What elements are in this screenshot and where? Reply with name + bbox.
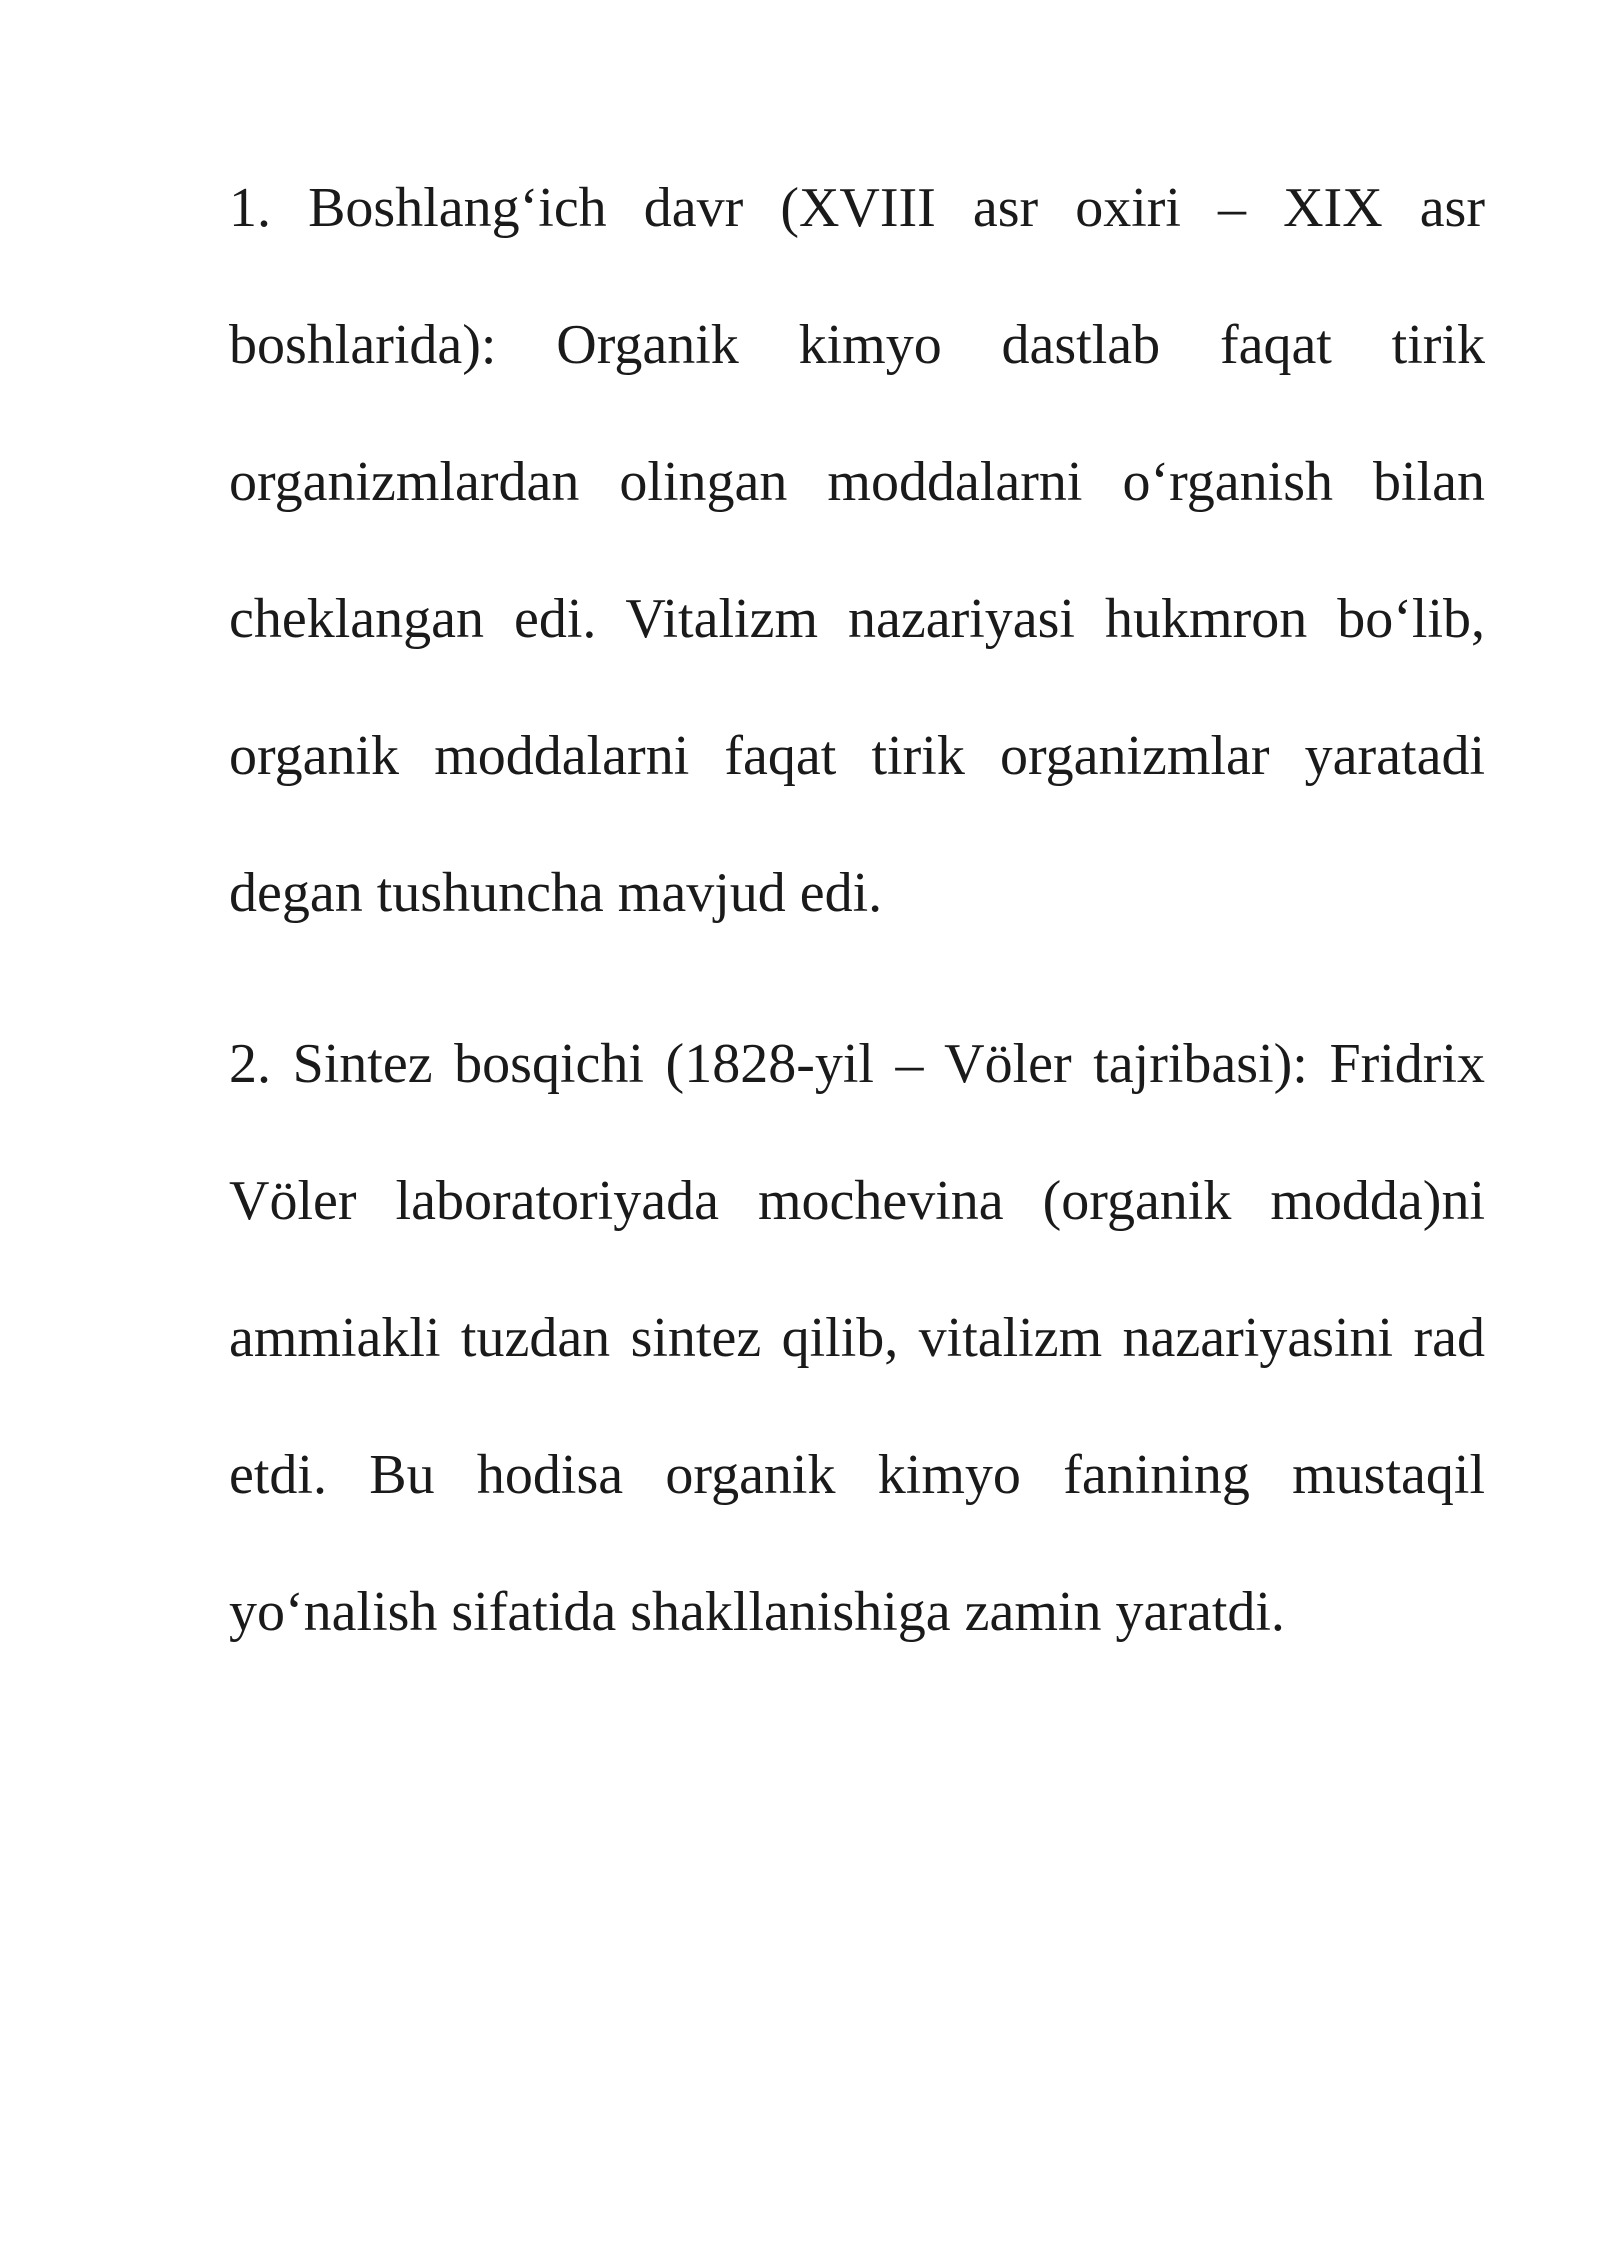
paragraph-synthesis-stage: 2. Sintez bosqichi (1828-yil – Völer tajribasi): Fridrix Völer laboratoriyada mochevina (organik modda)ni ammiakli tuzdan sintez qilib, vitalizm nazariyasini rad etdi. Bu hodisa organik kimyo fanining mustaqil yo‘nalish sifatida shakllanishiga zamin yaratdi. xyxy=(229,1033,1485,1643)
document-body xyxy=(229,140,1485,1681)
paragraph-initial-period: 1. Boshlang‘ich davr (XVIII asr oxiri – XIX asr boshlarida): Organik kimyo dastlab faqat tirik organizmlardan olingan moddalarni o‘rganish bilan cheklangan edi. Vitalizm nazariyasi hukmron bo‘lib, organik moddalarni faqat tirik organizmlar yaratadi degan tushuncha mavjud edi. xyxy=(229,177,1485,924)
